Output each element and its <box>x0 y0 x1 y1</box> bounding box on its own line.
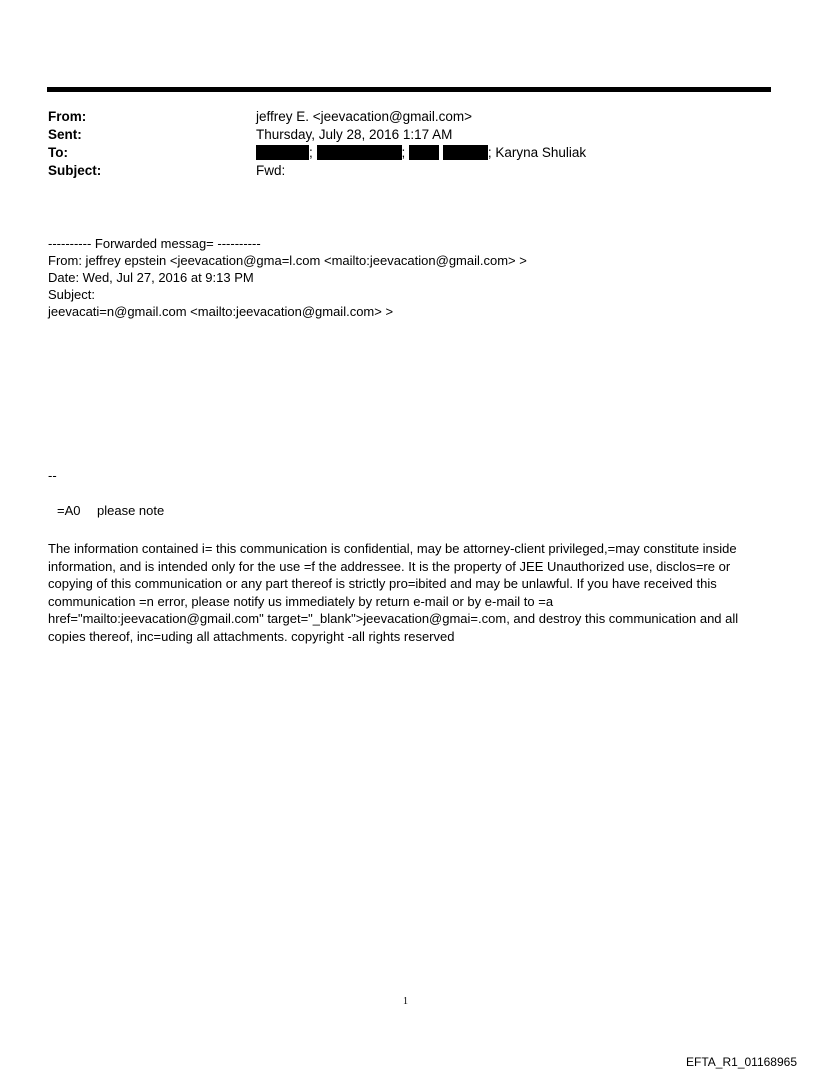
forwarded-from: From: jeffrey epstein <jeevacation@gma=l.com <mailto:jeevacation@gmail.com> > <box>48 253 527 268</box>
to-label: To: <box>48 145 68 160</box>
recipient-karyna-shuliak: ; Karyna Shuliak <box>487 145 587 160</box>
note-text: please note <box>97 503 165 518</box>
forwarded-to: jeevacati=n@gmail.com <mailto:jeevacation@gmail.com> > <box>48 304 394 319</box>
from-label: From: <box>48 109 87 124</box>
recipient-separator: ; <box>401 145 406 160</box>
recipient-separator: ; <box>309 145 313 160</box>
forwarded-subject: Subject: <box>48 287 95 302</box>
forwarded-divider: ---------- Forwarded messag= ---------- <box>48 236 261 251</box>
header-rule <box>47 87 771 92</box>
page-number: 1 <box>403 996 408 1007</box>
subject-label: Subject: <box>48 163 102 178</box>
bates-number: EFTA_R1_01168965 <box>686 1055 797 1069</box>
redaction-box <box>256 145 309 160</box>
note-code: =A0 <box>57 503 81 518</box>
redaction-box <box>443 145 488 160</box>
confidentiality-disclaimer: The information contained i= this communication is confidential, may be attorney-client privileged,=may constitute inside information, and is intended only for the use =f the addressee. It is the property of JEE Unauthorized use, disclos=re or copying of this communication or any part thereof is strictly pro=ibited and may be unlawful. If you have received this communication =n error, please notify us immediately by return e-mail or by e-mail to =a href="mailto:jeevacation@gmail.com" target="_blank">jeevacation@gmai=.com, and destroy this communication and all copies thereof, inc=uding all attachments. copyright -all rights reserved <box>48 541 739 644</box>
to-recipients <box>256 145 586 161</box>
redaction-box <box>317 145 402 160</box>
redaction-box <box>409 145 439 160</box>
sent-label: Sent: <box>48 127 82 142</box>
from-value: jeffrey E. <jeevacation@gmail.com> <box>256 109 473 124</box>
forwarded-date: Date: Wed, Jul 27, 2016 at 9:13 PM <box>48 270 254 285</box>
subject-value: Fwd: <box>256 163 286 178</box>
signature-dashes: -- <box>48 468 57 483</box>
sent-value: Thursday, July 28, 2016 1:17 AM <box>256 127 453 142</box>
